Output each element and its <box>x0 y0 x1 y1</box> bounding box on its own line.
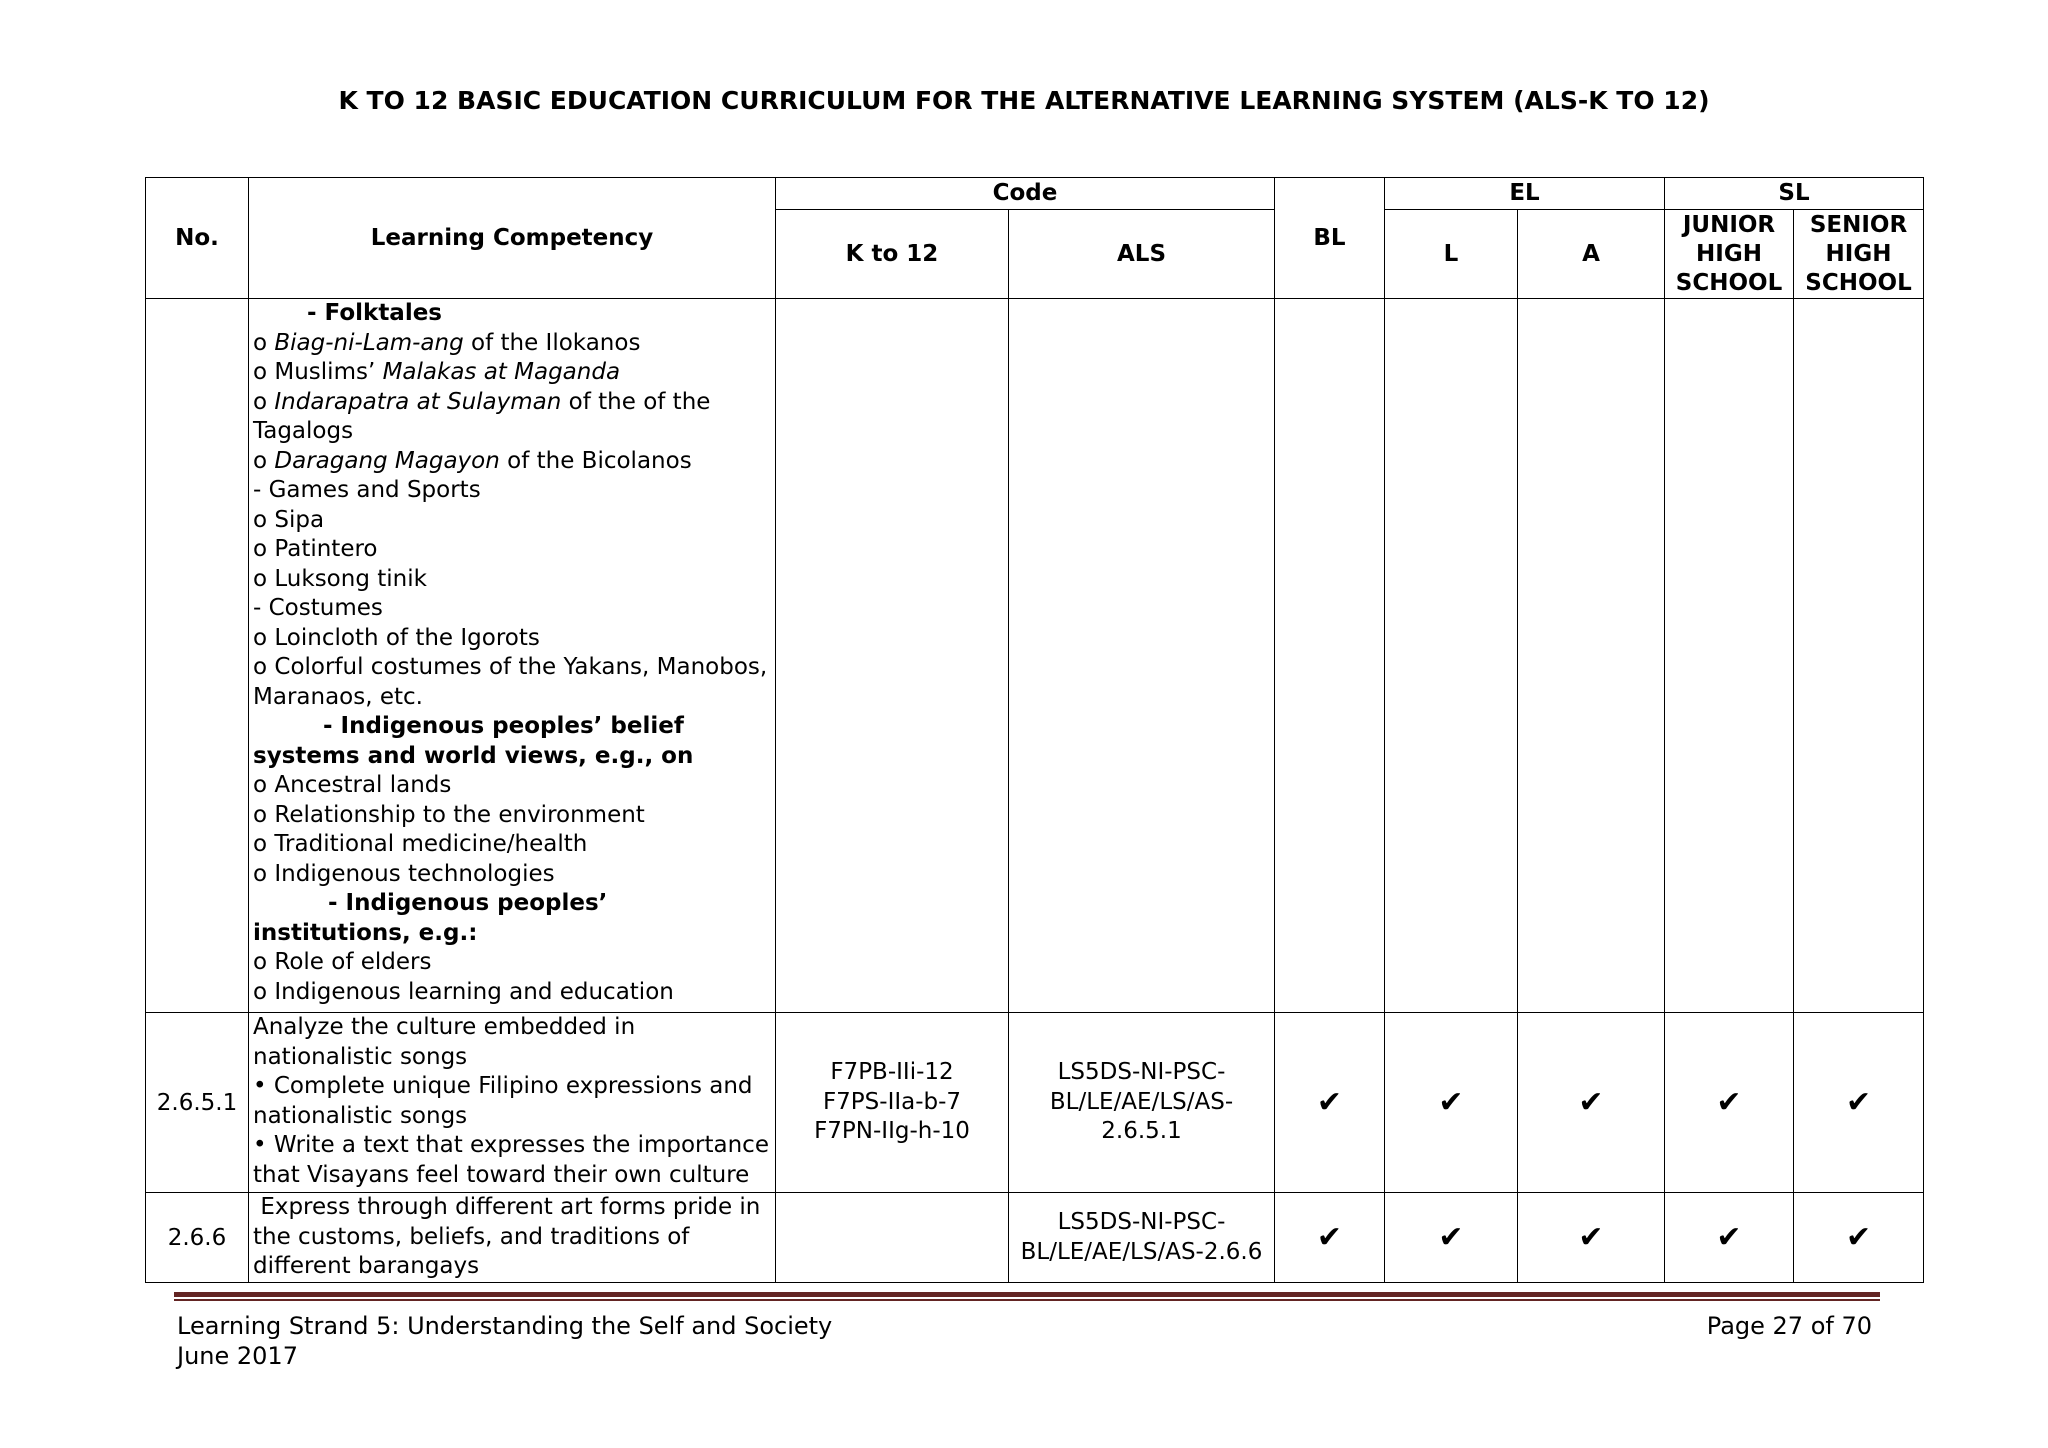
footer-divider <box>174 1292 1880 1297</box>
header-a: A <box>1518 210 1665 299</box>
row3-l-check-icon: ✔ <box>1385 1193 1518 1283</box>
row3-no: 2.6.6 <box>146 1193 249 1283</box>
header-jhs: JUNIOR HIGH SCHOOL <box>1665 210 1794 299</box>
row3-jhs-check-icon: ✔ <box>1665 1193 1794 1283</box>
row3-als-code: LS5DS-NI-PSC- BL/LE/AE/LS/AS-2.6.6 <box>1009 1193 1275 1283</box>
row2-bl-check-icon: ✔ <box>1275 1013 1385 1193</box>
row1-bl <box>1275 299 1385 1013</box>
table-row <box>146 1013 1924 1193</box>
row1-jhs <box>1665 299 1794 1013</box>
row1-als <box>1009 299 1275 1013</box>
table-row <box>146 1193 1924 1283</box>
footer-page-number: Page 27 of 70 <box>1706 1312 1872 1340</box>
header-el: EL <box>1385 178 1665 210</box>
header-no: No. <box>146 178 249 299</box>
header-shs: SENIOR HIGH SCHOOL <box>1794 210 1924 299</box>
row2-a-check-icon: ✔ <box>1518 1013 1665 1193</box>
table-row <box>146 299 1924 1013</box>
row1-competency: - Folktales o Biag-ni-Lam-ang of the Ilokanos o Muslims’ Malakas at Maganda o Indarapatra at Sulayman of the of the Tagalogs o Daragang Magayon of the Bicolanos - Games and Sports o Sipa o Patintero o Luksong tinik - Costumes o Loincloth of the Igorots o Colorful costumes of the Yakans, Manobos, Maranaos, etc. - Indigenous peoples’ belief systems and world views, e.g., on o Ancestral lands o Relationship to the environment o Traditional medicine/health o Indigenous technologies - Indigenous peoples’ institutions, e.g.: o Role of elders o Indigenous learning and education <box>249 299 776 1013</box>
row2-shs-check-icon: ✔ <box>1794 1013 1924 1193</box>
row1-l <box>1385 299 1518 1013</box>
header-sl: SL <box>1665 178 1924 210</box>
row3-k12-code <box>776 1193 1009 1283</box>
footer-divider-thin <box>174 1299 1880 1301</box>
row3-competency: Express through different art forms pride in the customs, beliefs, and traditions of different barangays <box>249 1193 776 1283</box>
footer-date: June 2017 <box>177 1342 298 1370</box>
row3-a-check-icon: ✔ <box>1518 1193 1665 1283</box>
row1-a <box>1518 299 1665 1013</box>
row2-k12-code: F7PB-IIi-12 F7PS-IIa-b-7 F7PN-IIg-h-10 <box>776 1013 1009 1193</box>
curriculum-table <box>145 177 1924 1283</box>
footer-strand: Learning Strand 5: Understanding the Self and Society <box>177 1312 833 1340</box>
header-als: ALS <box>1009 210 1275 299</box>
header-competency: Learning Competency <box>249 178 776 299</box>
header-l: L <box>1385 210 1518 299</box>
header-k12: K to 12 <box>776 210 1009 299</box>
row2-jhs-check-icon: ✔ <box>1665 1013 1794 1193</box>
row1-no <box>146 299 249 1013</box>
row2-als-code: LS5DS-NI-PSC- BL/LE/AE/LS/AS- 2.6.5.1 <box>1009 1013 1275 1193</box>
row3-bl-check-icon: ✔ <box>1275 1193 1385 1283</box>
row2-competency: Analyze the culture embedded in nationalistic songs • Complete unique Filipino expressions and nationalistic songs • Write a text that expresses the importance that Visayans feel toward their own culture <box>249 1013 776 1193</box>
row2-l-check-icon: ✔ <box>1385 1013 1518 1193</box>
row1-k12 <box>776 299 1009 1013</box>
header-bl: BL <box>1275 178 1385 299</box>
row1-shs <box>1794 299 1924 1013</box>
header-code: Code <box>776 178 1275 210</box>
page-title: K TO 12 BASIC EDUCATION CURRICULUM FOR THE ALTERNATIVE LEARNING SYSTEM (ALS-K TO 12) <box>338 86 1710 115</box>
row2-no: 2.6.5.1 <box>146 1013 249 1193</box>
row3-shs-check-icon: ✔ <box>1794 1193 1924 1283</box>
